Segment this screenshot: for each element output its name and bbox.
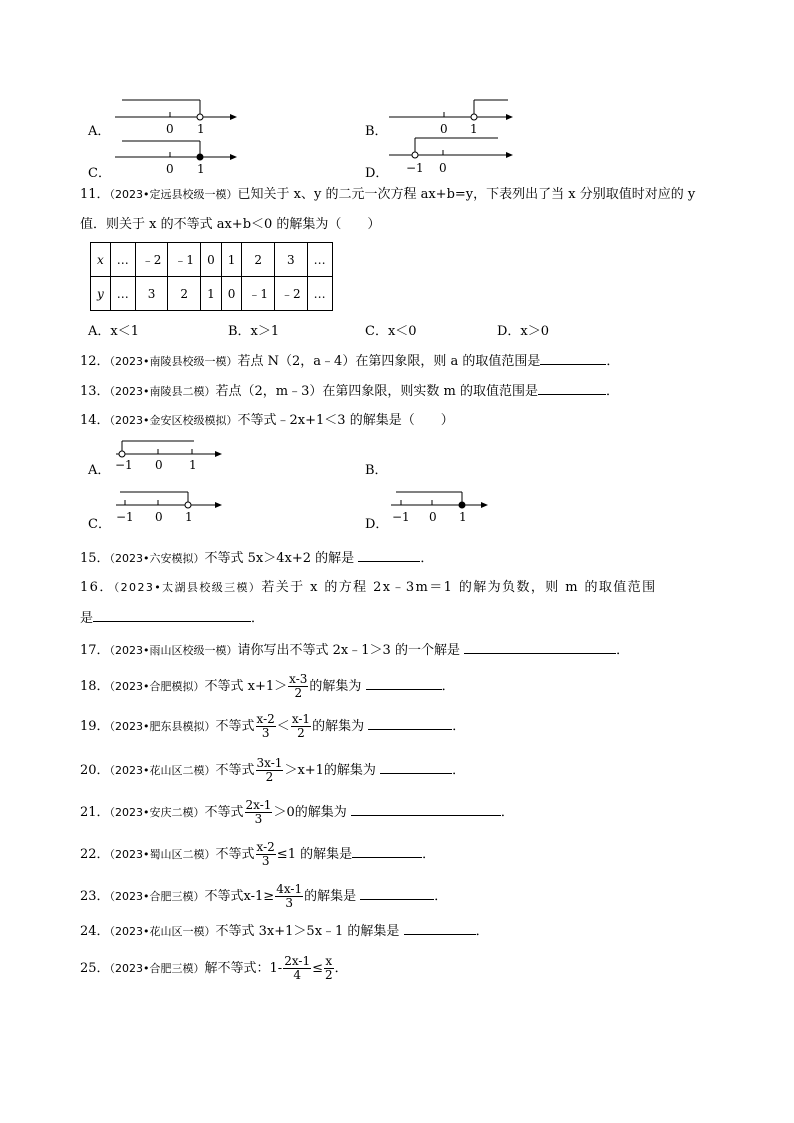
q14-text: 不等式﹣2x+1＜3 的解集是（ ） bbox=[237, 413, 454, 428]
q16-line2-text: 是 bbox=[80, 611, 94, 626]
table-cell: 1 bbox=[221, 243, 242, 277]
q14-a-tick-2: 1 bbox=[189, 458, 197, 472]
q17-answer-blank[interactable] bbox=[464, 641, 616, 654]
q20-frac-num: 3x-1 bbox=[256, 756, 283, 770]
q14-option-c-number-line bbox=[112, 488, 232, 528]
table-cell: 2 bbox=[242, 243, 275, 277]
q19-frac2-den: 2 bbox=[297, 726, 305, 740]
q21-frac-den: 3 bbox=[254, 812, 263, 826]
q25-mid: ≤ bbox=[312, 961, 323, 976]
q18-source: （2023•合肥模拟） bbox=[109, 680, 205, 693]
q25-frac2-den: 2 bbox=[325, 968, 333, 982]
q14-option-c-letter[interactable]: C． bbox=[88, 517, 111, 532]
q12-end: ． bbox=[606, 354, 620, 369]
q10-option-a-number-line bbox=[110, 95, 240, 140]
q21-answer-blank[interactable] bbox=[351, 803, 501, 816]
q11-text-line2: 值．则关于 x 的不等式 ax+b＜0 的解集为（ ） bbox=[80, 217, 381, 232]
table-cell: 0 bbox=[221, 277, 242, 311]
table-cell: 3 bbox=[274, 243, 307, 277]
q23-answer-blank[interactable] bbox=[360, 887, 434, 900]
q14-option-a-number-line bbox=[112, 438, 232, 478]
table-cell: ﹣2 bbox=[135, 243, 168, 277]
q11-number: 11． bbox=[80, 187, 110, 202]
q23-frac-den: 3 bbox=[285, 896, 293, 910]
q19-line bbox=[80, 713, 465, 740]
table-cell: ﹣1 bbox=[242, 277, 275, 311]
q24-source: （2023•花山区一模） bbox=[109, 925, 216, 938]
q12-line bbox=[80, 352, 619, 371]
table-cell: 1 bbox=[201, 277, 222, 311]
q19-pre: 不等式 bbox=[215, 719, 255, 734]
q10-option-b-letter[interactable]: B． bbox=[365, 124, 388, 139]
q13-number: 13． bbox=[80, 384, 110, 399]
q25-number: 25． bbox=[80, 961, 110, 976]
q24-answer-blank[interactable] bbox=[404, 922, 476, 935]
q20-end: ． bbox=[452, 763, 466, 778]
q23-end: ． bbox=[434, 889, 448, 904]
q18-frac-den: 2 bbox=[294, 686, 303, 700]
q19-frac1-num: x-2 bbox=[256, 712, 275, 726]
q25-end: ． bbox=[334, 961, 348, 976]
q23-pre: 不等式x-1≥ bbox=[204, 889, 275, 904]
q19-frac2-num: x-1 bbox=[291, 712, 311, 726]
q23-line bbox=[80, 883, 447, 910]
q20-frac-den: 2 bbox=[265, 770, 274, 784]
q25-frac1-num: 2x-1 bbox=[284, 954, 311, 968]
q15-answer-blank[interactable] bbox=[358, 549, 420, 562]
q18-pre: 不等式 x+1＞ bbox=[204, 679, 288, 694]
q22-number: 22． bbox=[80, 847, 110, 862]
q21-pre: 不等式 bbox=[204, 805, 244, 820]
q14-d-tick-1: 0 bbox=[429, 510, 437, 524]
q14-c-tick-1: 0 bbox=[155, 510, 163, 524]
q16-answer-blank[interactable] bbox=[93, 609, 251, 622]
q23-number: 23． bbox=[80, 889, 110, 904]
q19-number: 19． bbox=[80, 719, 110, 734]
q14-d-tick-0: −1 bbox=[392, 510, 410, 524]
q13-line bbox=[80, 382, 619, 401]
q12-text: 若点 N（2，a﹣4）在第四象限，则 a 的取值范围是 bbox=[237, 354, 541, 369]
q16-end: ． bbox=[251, 611, 265, 626]
q25-fraction-2 bbox=[324, 955, 334, 982]
q11-text-line1: 已知关于 x、y 的二元一次方程 ax+b=y，下表列出了当 x 分别取值时对应的 y bbox=[237, 187, 696, 202]
q10-option-c-number-line bbox=[110, 135, 240, 180]
q24-text: 不等式 3x+1＞5x﹣1 的解集是 bbox=[215, 924, 400, 939]
q18-fraction bbox=[288, 673, 308, 700]
q21-number: 21． bbox=[80, 805, 110, 820]
q25-source: （2023•合肥三模） bbox=[109, 962, 205, 975]
q11-option-d[interactable]: D．x＞0 bbox=[497, 324, 550, 339]
q12-answer-blank[interactable] bbox=[540, 352, 606, 365]
q16-source: （2023•太湖县校级三模） bbox=[113, 581, 262, 594]
table-cell: x bbox=[91, 243, 111, 277]
table-cell: … bbox=[110, 277, 135, 311]
q18-line bbox=[80, 673, 455, 700]
q20-post: ＞x+1的解集为 bbox=[284, 763, 376, 778]
q22-end: ． bbox=[422, 847, 436, 862]
q14-a-tick-0: −1 bbox=[115, 458, 133, 472]
q18-answer-blank[interactable] bbox=[366, 677, 442, 690]
q19-source: （2023•肥东县模拟） bbox=[109, 720, 216, 733]
q23-frac-num: 4x-1 bbox=[276, 882, 303, 896]
q14-line bbox=[80, 412, 454, 430]
q22-frac-den: 3 bbox=[261, 854, 270, 868]
q19-fraction-1 bbox=[256, 713, 276, 740]
q22-line bbox=[80, 841, 435, 868]
q13-answer-blank[interactable] bbox=[538, 382, 606, 395]
table-cell: 0 bbox=[201, 243, 222, 277]
q16-line1 bbox=[80, 579, 656, 597]
q11-option-c[interactable]: C．x＜0 bbox=[365, 324, 417, 339]
table-cell: … bbox=[307, 277, 332, 311]
table-cell: ﹣1 bbox=[168, 243, 201, 277]
q19-frac1-den: 3 bbox=[261, 726, 270, 740]
q14-number: 14． bbox=[80, 413, 110, 428]
table-cell: … bbox=[307, 243, 332, 277]
q14-option-d-letter[interactable]: D． bbox=[365, 517, 389, 532]
q20-pre: 不等式 bbox=[215, 763, 255, 778]
q20-line bbox=[80, 757, 465, 784]
q16-number: 16． bbox=[80, 580, 114, 595]
q17-number: 17． bbox=[80, 643, 110, 658]
q13-text: 若点（2，m﹣3）在第四象限，则实数 m 的取值范围是 bbox=[215, 384, 538, 399]
q18-end: ． bbox=[441, 679, 455, 694]
q10-b-tick-0: 0 bbox=[440, 122, 448, 136]
q22-frac-num: x-2 bbox=[256, 840, 275, 854]
q24-number: 24． bbox=[80, 924, 110, 939]
q24-end: ． bbox=[475, 924, 489, 939]
q11-line1 bbox=[80, 186, 695, 204]
q10-option-d-letter[interactable]: D． bbox=[365, 166, 389, 181]
q11-option-b[interactable]: B．x＞1 bbox=[228, 324, 280, 339]
q24-line bbox=[80, 922, 489, 941]
q12-source: （2023•南陵县校级一模） bbox=[109, 355, 238, 368]
q22-pre: 不等式 bbox=[215, 847, 255, 862]
q25-pre: 解不等式：1- bbox=[204, 961, 283, 976]
table-row bbox=[91, 277, 333, 311]
q11-source: （2023•定远县校级一模） bbox=[109, 188, 238, 201]
q20-fraction bbox=[256, 757, 284, 784]
q21-end: ． bbox=[500, 805, 514, 820]
q14-option-d-number-line bbox=[388, 488, 498, 528]
table-cell: 3 bbox=[135, 277, 168, 311]
q12-number: 12． bbox=[80, 354, 110, 369]
q21-post: ＞0的解集为 bbox=[273, 805, 347, 820]
q19-fraction-2 bbox=[291, 713, 311, 740]
q20-number: 20． bbox=[80, 763, 110, 778]
q19-mid: ＜ bbox=[276, 719, 290, 734]
q19-post: 的解集为 bbox=[312, 719, 365, 734]
q14-source: （2023•金安区校级模拟） bbox=[109, 414, 238, 427]
q25-frac2-num: x bbox=[325, 954, 333, 968]
q16-line2 bbox=[80, 609, 264, 628]
q15-source: （2023•六安模拟） bbox=[109, 552, 205, 565]
q15-line bbox=[80, 549, 433, 568]
q17-line bbox=[80, 641, 629, 660]
q23-post: 的解集是 bbox=[304, 889, 357, 904]
q14-d-tick-2: 1 bbox=[459, 510, 467, 524]
q19-end: ． bbox=[452, 719, 466, 734]
q20-answer-blank[interactable] bbox=[380, 761, 452, 774]
q10-c-tick-0: 0 bbox=[166, 162, 174, 176]
table-cell: ﹣2 bbox=[274, 277, 307, 311]
q18-number: 18． bbox=[80, 679, 110, 694]
q14-c-tick-0: −1 bbox=[116, 510, 134, 524]
q14-option-a-letter[interactable]: A． bbox=[88, 463, 111, 478]
q25-frac1-den: 4 bbox=[293, 968, 301, 982]
q13-end: ． bbox=[606, 384, 620, 399]
table-row bbox=[91, 243, 333, 277]
q16-text: 若关于 x 的方程 2x﹣3m＝1 的解为负数，则 m 的取值范围 bbox=[261, 580, 657, 595]
table-cell: y bbox=[91, 277, 111, 311]
q14-a-tick-1: 0 bbox=[155, 458, 163, 472]
q10-option-c-letter[interactable]: C． bbox=[88, 166, 111, 181]
q17-end: ． bbox=[616, 643, 630, 658]
q22-fraction bbox=[256, 841, 276, 868]
q14-c-tick-2: 1 bbox=[185, 510, 193, 524]
q11-option-a[interactable]: A．x＜1 bbox=[88, 324, 139, 339]
q21-fraction bbox=[245, 799, 273, 826]
q25-fraction-1 bbox=[283, 955, 311, 982]
q17-source: （2023•雨山区校级一模） bbox=[109, 644, 238, 657]
q10-c-tick-1: 1 bbox=[197, 162, 205, 176]
q23-source: （2023•合肥三模） bbox=[109, 890, 205, 903]
q10-a-tick-1: 1 bbox=[197, 122, 205, 136]
q22-answer-blank[interactable] bbox=[352, 845, 422, 858]
q21-source: （2023•安庆二模） bbox=[109, 806, 205, 819]
table-cell: … bbox=[110, 243, 135, 277]
table-cell: 2 bbox=[168, 277, 201, 311]
q10-a-tick-0: 0 bbox=[166, 122, 174, 136]
q18-frac-num: x-3 bbox=[289, 672, 308, 686]
q15-number: 15． bbox=[80, 551, 110, 566]
q10-d-tick-1: 0 bbox=[439, 161, 447, 175]
q10-d-tick-0: −1 bbox=[406, 161, 424, 175]
q23-fraction bbox=[275, 883, 303, 910]
q10-option-d-number-line bbox=[386, 133, 516, 178]
q18-post: 的解集为 bbox=[309, 679, 362, 694]
q22-post: ≤1 的解集是 bbox=[276, 847, 353, 862]
q21-frac-num: 2x-1 bbox=[245, 798, 272, 812]
q13-source: （2023•南陵县二模） bbox=[109, 385, 216, 398]
q15-end: ． bbox=[420, 551, 434, 566]
q25-line bbox=[80, 955, 348, 982]
q17-text: 请你写出不等式 2x﹣1＞3 的一个解是 bbox=[237, 643, 460, 658]
q15-text: 不等式 5x＞4x+2 的解是 bbox=[204, 551, 355, 566]
q14-option-b-letter[interactable]: B． bbox=[365, 463, 388, 478]
q20-source: （2023•花山区二模） bbox=[109, 764, 216, 777]
q19-answer-blank[interactable] bbox=[368, 717, 452, 730]
q10-option-a-letter[interactable]: A． bbox=[88, 124, 111, 139]
q21-line bbox=[80, 799, 514, 826]
q22-source: （2023•蜀山区二模） bbox=[109, 848, 216, 861]
q11-value-table bbox=[90, 242, 333, 311]
q10-b-tick-1: 1 bbox=[470, 122, 478, 136]
